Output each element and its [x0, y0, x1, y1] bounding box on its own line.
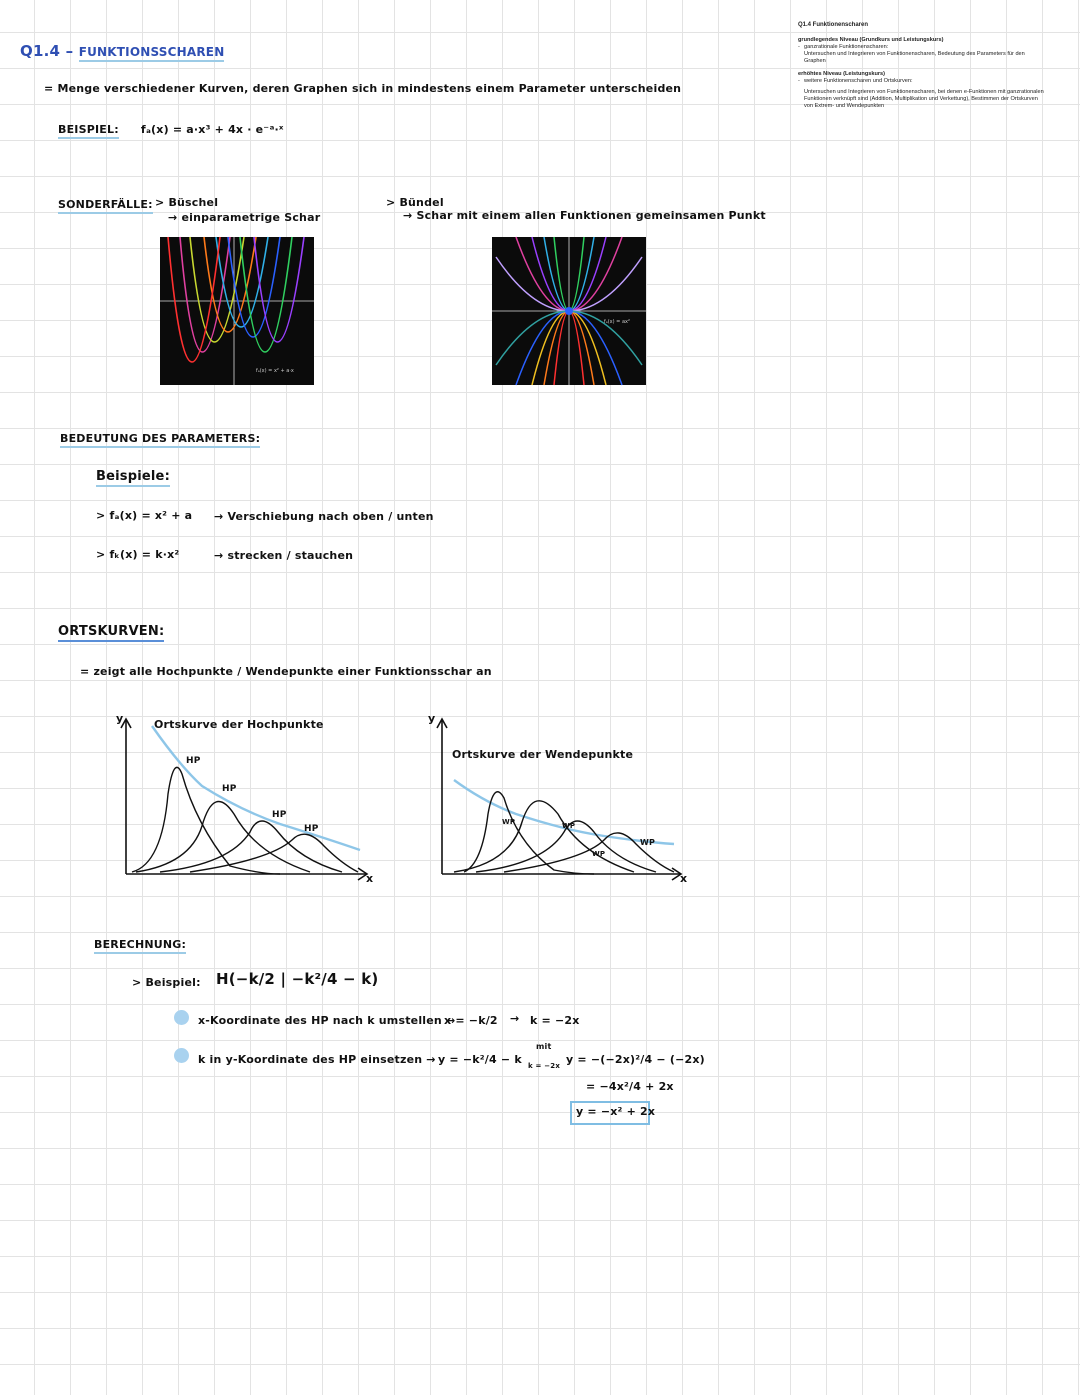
buendel-plot [492, 237, 646, 385]
bueschel-plot [160, 237, 314, 385]
hp-label-3: HP [272, 810, 287, 820]
sidebar-title: Q1.4 Funktionenscharen [798, 22, 869, 28]
calc-hp-point: H(−k/2 | −k²/4 − k) [216, 970, 379, 988]
wp-label-1: WP [502, 818, 516, 826]
bueschel-graph [160, 237, 314, 385]
locus-y-axis-label-2: y [428, 712, 436, 725]
hp-label-4: HP [304, 824, 319, 834]
sidebar-advanced-heading: erhöhtes Niveau (Leistungskurs) [798, 71, 886, 77]
calc-step1: x-Koordinate des HP nach k umstellen → [198, 1014, 456, 1027]
locus-hp-graph [110, 714, 390, 894]
case2-desc: → Schar mit einem allen Funktionen gemeinsamen Punkt [403, 209, 766, 222]
step2-bullet [174, 1048, 189, 1063]
sidebar-basic-heading: grundlegendes Niveau (Grundkurs und Leistungskurs) [798, 37, 944, 43]
calc-step2: k in y-Koordinate des HP einsetzen → [198, 1053, 436, 1066]
calc-step2-cond: k = −2x [528, 1062, 561, 1070]
locus-wp-graph [424, 714, 704, 894]
sidebar-basic-item: - ganzrationale Funktionenscharen: [798, 44, 1046, 51]
wp-label-3: WP [592, 850, 606, 858]
curriculum-sidebar [798, 22, 1046, 110]
calc-step2-mit: mit [536, 1042, 552, 1051]
example-label: BEISPIEL: [58, 123, 119, 139]
example-formula: fₐ(x) = a·x³ + 4x · e⁻ᵃ·ˣ [140, 123, 284, 136]
calc-step2-sub: y = −(−2x)²/4 − (−2x) [566, 1053, 705, 1066]
page-heading [20, 42, 224, 60]
locus-desc: = zeigt alle Hochpunkte / Wendepunkte einer Funktionsschar an [80, 665, 492, 678]
calc-heading: BERECHNUNG: [94, 938, 186, 954]
locus-hp-title: Ortskurve der Hochpunkte [154, 718, 324, 731]
locus-x-axis-label-1: x [366, 872, 374, 885]
bueschel-caption: fₐ(x) = x² + a·x [256, 368, 294, 374]
locus-y-axis-label-1: y [116, 712, 124, 725]
calc-result: y = −x² + 2x [576, 1105, 656, 1118]
buendel-graph [492, 237, 646, 385]
buendel-caption: fₐ(x) = ax² [604, 319, 630, 325]
parameter-examples-label: Beispiele: [96, 469, 170, 487]
hp-label-2: HP [222, 784, 237, 794]
wp-label-2: WP [562, 822, 576, 830]
calc-step2-expr: y = −k²/4 − k [438, 1053, 522, 1066]
calc-step2-simpl: = −4x²/4 + 2x [586, 1080, 674, 1093]
sidebar-advanced-detail: Untersuchen und Integrieren von Funktionenscharen, bei denen e-Funktionen mit ganzrationalen Funktionen verknüpft sind (Addition, Multiplikation und Verkettung), Bestimmen der Ortskurven von Extrem- und Wendepunkten [804, 89, 1044, 109]
locus-heading: ORTSKURVEN: [58, 624, 164, 642]
hp-label-1: HP [186, 756, 201, 766]
parameter-heading: BEDEUTUNG DES PARAMETERS: [60, 432, 260, 448]
calc-step1-result1: x = −k/2 [444, 1014, 498, 1027]
wp-label-4: WP [640, 838, 656, 847]
calc-step1-arrow: → [510, 1012, 520, 1025]
case1-desc: → einparametrige Schar [168, 211, 321, 224]
calc-example-label: > Beispiel: [132, 976, 201, 989]
parameter-ex2-formula: > fₖ(x) = k·x² [96, 548, 180, 561]
case2-title: > Bündel [386, 196, 444, 209]
step1-bullet [174, 1010, 189, 1025]
locus-x-axis-label-2: x [680, 872, 688, 885]
example-row [58, 123, 284, 136]
heading-dash: – [65, 42, 74, 60]
parameter-ex1-formula: > fₐ(x) = x² + a [96, 509, 193, 522]
special-cases-label: SONDERFÄLLE: [58, 198, 153, 214]
definition-text: = Menge verschiedener Kurven, deren Graphen sich in mindestens einem Parameter unterscheiden [44, 82, 682, 95]
locus-wp-title: Ortskurve der Wendepunkte [452, 748, 634, 761]
sidebar-advanced-item: - weitere Funktionenscharen und Ortskurven: [798, 78, 1046, 85]
parameter-ex2-effect: → strecken / stauchen [214, 549, 354, 562]
heading-number: Q1.4 [20, 42, 61, 60]
parameter-ex1-effect: → Verschiebung nach oben / unten [214, 510, 434, 523]
case1-title: > Büschel [155, 196, 219, 209]
calc-step1-result2: k = −2x [530, 1014, 580, 1027]
sidebar-basic-detail: Untersuchen und Integrieren von Funktionenscharen, Bedeutung des Parameters für den Graphen [804, 51, 1025, 64]
heading-title: FUNKTIONSSCHAREN [79, 45, 225, 62]
